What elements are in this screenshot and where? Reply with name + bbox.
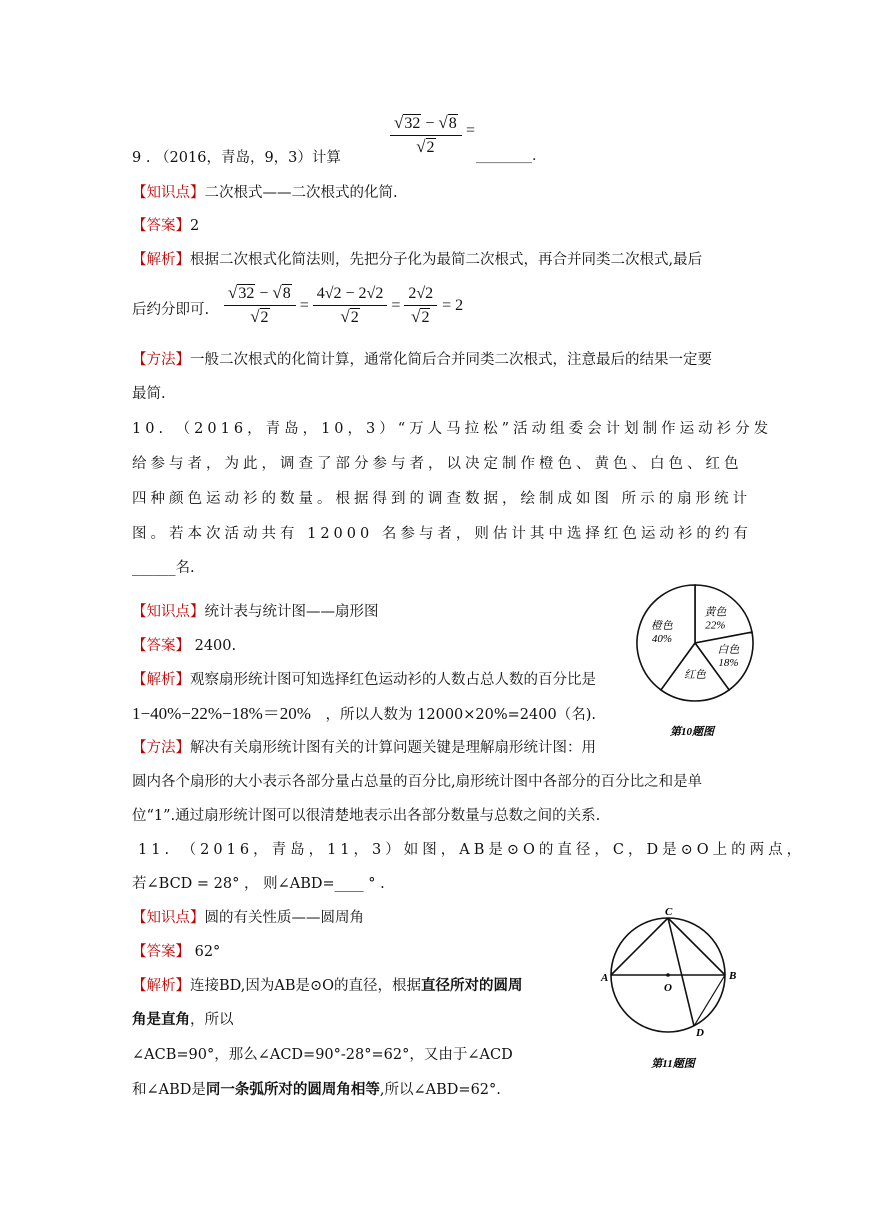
q9-analysis-line1 [132,250,702,270]
q9-method-line1 [132,350,712,370]
q9-analysis-text1: 根据二次根式化简法则，先把分子化为最简二次根式，再合并同类二次根式,最后 [190,252,703,268]
label-o: O [664,982,672,994]
q11-answer-text: 62° [190,944,221,960]
f-result: = 2 [442,296,464,314]
circle-caption: 第11题图 [651,1058,695,1070]
q11-analysis-line4 [132,1080,501,1100]
pie-caption: 第10题图 [670,726,714,738]
tag-analysis: 【解析】 [132,252,190,268]
q10-line3: 四种颜色运动衫的数量。根据得到的调查数据，绘制成如图 所示的扇形统计 [132,491,752,507]
pie-label-白色: 白色 [717,644,740,657]
q10-method-line1 [132,738,596,758]
tag-knowledge: 【知识点】 [132,910,205,926]
q11-analysis-text4b: 同一条弧所对的圆周角相等 [205,1081,380,1098]
q11-analysis-line2 [132,1010,234,1030]
q10-method-line2: 圆内各个扇形的大小表示各部分量占总量的百分比,扇形统计图中各部分的百分比之和是单 [132,774,703,790]
q9-answer-text: 2 [190,218,200,234]
q11-knowledge [132,908,364,928]
q9-equals: = [466,122,476,139]
q10-answer [132,636,236,656]
q11-analysis-line1 [132,976,523,996]
q9-answer [132,216,199,236]
q9-analysis-formula: √ 32 − √ 8 √ 2 = 4√2 − 2√2 √ 2 = 2√2 √ 2 = 2 [222,284,463,327]
q10-method-line3: 位“1”.通过扇形统计图可以很清楚地表示出各部分数量与总数之间的关系. [132,808,601,824]
tag-answer: 【答案】 [132,638,190,654]
q10-analysis-line2 [132,704,596,725]
tag-answer: 【答案】 [132,218,190,234]
label-b: B [729,970,737,982]
q10-method-text1: 解决有关扇形统计图有关的计算问题关键是理解扇形统计图：用 [190,740,596,756]
q11-line2: 若∠BCD = 28° ， 则∠ABD=____ ° . [132,876,385,892]
q9-method-text1: 一般二次根式的化简计算，通常化简后合并同类二次根式，注意最后的结果一定要 [190,352,712,368]
pie-value-橙色: 40% [651,633,672,646]
q11-analysis-text4a: 和∠ABD是 [132,1082,206,1098]
pie-value-黄色: 22% [705,619,726,632]
q10-analysis-line1 [132,670,596,690]
center-o [666,973,670,977]
chord-cd [668,918,694,1026]
q10-line2: 给参与者，为此，调查了部分参与者，以决定制作橙色、黄色、白色、红色 [132,456,743,472]
tag-knowledge: 【知识点】 [132,604,205,620]
f3-denominator: 2 [421,308,430,326]
q9-fraction: √ 32 − √ 8 √ 2 [388,114,464,157]
circle-figure [598,905,748,1075]
pie-chart [630,575,760,745]
tag-knowledge: 【知识点】 [132,185,205,201]
q11-analysis-text4c: ,所以∠ABD=62°. [379,1082,501,1098]
q9-analysis-prefix: 后约分即可. [132,302,210,318]
q9-analysis-line2 [132,300,209,320]
q9-radicand-a: 32 [404,115,421,132]
f1-radicand-a: 32 [238,285,255,302]
q11-analysis-text1b: 直径所对的圆周 [421,977,523,994]
f1-radicand-b: 8 [282,285,291,302]
q9-radicand-b: 8 [448,115,457,132]
q9-minus: − [425,115,435,132]
q10-answer-text: 2400. [190,638,237,654]
q11-analysis-line3: ∠ACB=90°，那么∠ACD=90°-28°=62°，又由于∠ACD [132,1047,513,1063]
pie-label-黄色: 黄色 [704,606,727,619]
q9-denominator: 2 [426,139,435,156]
q9-knowledge [132,183,398,203]
pie-label-红色: 红色 [684,668,706,681]
q10-formula: 1−40%−22%−18%＝20% [132,704,311,723]
q11-answer [132,942,220,962]
tag-method: 【方法】 [132,740,190,756]
pie-label-橙色: 橙色 [650,620,673,633]
f1-denominator: 2 [260,309,269,326]
label-d: D [696,1027,704,1039]
f3-numerator: 2√2 [404,285,437,306]
q11-knowledge-text: 圆的有关性质——圆周角 [204,910,364,926]
q10-knowledge-text: 统计表与统计图——扇形图 [204,604,379,620]
q9-method-text2: 最简. [132,386,166,402]
q10-analysis-text2: ，所以人数为 12000×20%=2400（名). [325,707,596,723]
chord-bd [694,975,725,1026]
q9-blank: ________. [476,148,537,164]
tag-method: 【方法】 [132,352,190,368]
f2-denominator: 2 [350,308,359,326]
q11-line1: 11. （2016，青岛，11，3）如图，AB是⊙O的直径，C，D是⊙O上的两点， [138,842,806,858]
q10-analysis-text1: 观察扇形统计图可知选择红色运动衫的人数占总人数的百分比是 [190,672,596,688]
q9-knowledge-text: 二次根式——二次根式的化简. [204,185,398,201]
f2-numerator: 4√2 − 2√2 [313,285,388,306]
q9-prefix: 9 . （2016，青岛，9，3）计算 [132,150,341,166]
label-a: A [601,972,609,984]
q10-knowledge [132,602,379,622]
q10-line1: 10. （2016，青岛，10，3）“万人马拉松”活动组委会计划制作运动衫分发 [132,421,773,437]
tag-analysis: 【解析】 [132,672,190,688]
tag-answer: 【答案】 [132,944,190,960]
q10-line4: 图。若本次活动共有 12000 名参与者，则估计其中选择红色运动衫的约有 [132,526,752,542]
q10-line5: ______名. [132,560,195,576]
tag-analysis: 【解析】 [132,978,190,994]
q11-analysis-text2b: ，所以 [190,1012,234,1028]
pie-value-白色: 18% [718,657,739,670]
q11-analysis-text1a: 连接BD,因为AB是⊙O的直径，根据 [190,978,422,994]
q9-question [132,148,341,168]
q9-method-line2 [132,384,166,404]
label-c: C [665,906,673,918]
q11-analysis-text2a: 角是直角 [132,1011,190,1028]
